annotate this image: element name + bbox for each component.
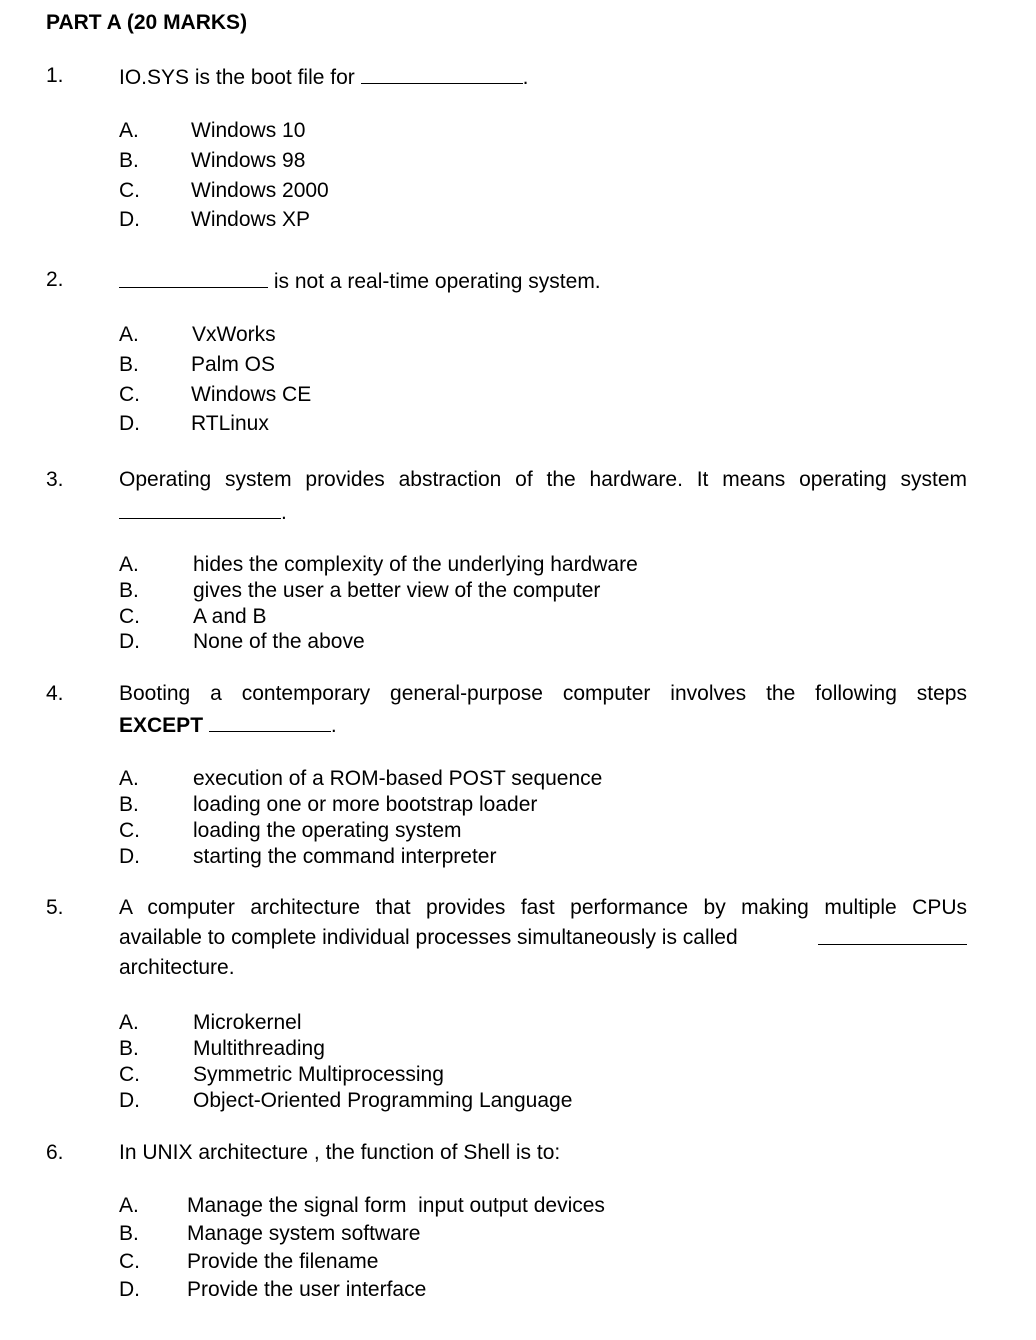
- question-5-line-3: architecture.: [119, 956, 235, 979]
- question-6-number: 6.: [46, 1141, 64, 1164]
- q4-option-a-letter: A.: [119, 767, 139, 790]
- q2-option-d-text: RTLinux: [191, 412, 269, 435]
- q4-option-c-letter: C.: [119, 819, 140, 842]
- question-3-number: 3.: [46, 468, 64, 491]
- question-4-number: 4.: [46, 682, 64, 705]
- q6-option-b-letter: B.: [119, 1222, 139, 1245]
- question-1-period: .: [522, 66, 529, 89]
- question-4-blank: [209, 713, 331, 732]
- q4-option-d-letter: D.: [119, 845, 140, 868]
- q3-option-d-letter: D.: [119, 630, 140, 653]
- q4-option-b-letter: B.: [119, 793, 139, 816]
- q2-option-b-text: Palm OS: [191, 353, 276, 376]
- question-2-stem: is not a real-time operating system.: [273, 270, 601, 293]
- question-3-line-2: [119, 500, 287, 523]
- question-2-text: [119, 269, 601, 292]
- q1-option-a-text: Windows 10: [191, 119, 306, 142]
- q1-option-c-text: Windows 2000: [191, 179, 329, 202]
- question-1-blank: [361, 65, 523, 84]
- q5-option-d-letter: D.: [119, 1089, 140, 1112]
- q2-option-a-letter: A.: [119, 323, 139, 346]
- q1-option-a-letter: A.: [119, 119, 139, 142]
- q2-option-d-letter: D.: [119, 412, 140, 435]
- q4-option-c-text: loading the operating system: [193, 819, 462, 842]
- q6-option-c-text: Provide the filename: [187, 1250, 379, 1273]
- q5-option-c-text: Symmetric Multiprocessing: [193, 1063, 444, 1086]
- q5-option-a-text: Microkernel: [193, 1011, 302, 1034]
- section-heading: PART A (20 MARKS): [46, 11, 248, 34]
- question-2-number: 2.: [46, 268, 64, 291]
- q4-option-d-text: starting the command interpreter: [193, 845, 497, 868]
- q3-option-b-letter: B.: [119, 579, 139, 602]
- q2-option-c-text: Windows CE: [191, 383, 312, 406]
- q1-option-b-letter: B.: [119, 149, 139, 172]
- question-1-number: 1.: [46, 64, 64, 87]
- question-4-line-2: [119, 713, 337, 736]
- q3-option-b-text: gives the user a better view of the computer: [193, 579, 601, 602]
- q5-option-d-text: Object-Oriented Programming Language: [193, 1089, 573, 1112]
- q3-option-c-letter: C.: [119, 605, 140, 628]
- question-1-stem: IO.SYS is the boot file for: [119, 66, 355, 89]
- q5-option-b-letter: B.: [119, 1037, 139, 1060]
- q2-option-a-text: VxWorks: [192, 323, 276, 346]
- q6-option-c-letter: C.: [119, 1250, 140, 1273]
- q1-option-d-letter: D.: [119, 208, 140, 231]
- q6-option-d-letter: D.: [119, 1278, 140, 1301]
- q6-option-a-text: Manage the signal form input output devices: [187, 1194, 605, 1217]
- q6-option-b-text: Manage system software: [187, 1222, 421, 1245]
- question-5-number: 5.: [46, 896, 64, 919]
- question-1-text: [119, 65, 528, 88]
- question-6-text: In UNIX architecture , the function of Shell is to:: [119, 1141, 561, 1164]
- q2-option-b-letter: B.: [119, 353, 139, 376]
- q3-option-a-text: hides the complexity of the underlying hardware: [193, 553, 638, 576]
- question-5-line-2: available to complete individual processes simultaneously is called: [119, 926, 738, 949]
- question-3-blank: [119, 500, 281, 519]
- question-3-line-1: Operating system provides abstraction of the hardware. It means operating system: [119, 468, 967, 491]
- q3-option-c-text: A and B: [193, 605, 267, 628]
- q2-option-c-letter: C.: [119, 383, 140, 406]
- q1-option-b-text: Windows 98: [191, 149, 306, 172]
- q1-option-d-text: Windows XP: [191, 208, 311, 231]
- question-4-line-1: Booting a contemporary general-purpose computer involves the following steps: [119, 682, 967, 705]
- q5-option-c-letter: C.: [119, 1063, 140, 1086]
- q4-option-b-text: loading one or more bootstrap loader: [193, 793, 538, 816]
- q3-option-a-letter: A.: [119, 553, 139, 576]
- question-2-blank: [119, 269, 268, 288]
- q6-option-a-letter: A.: [119, 1194, 139, 1217]
- question-3-period: .: [281, 501, 287, 524]
- q1-option-c-letter: C.: [119, 179, 140, 202]
- question-5-line-1: A computer architecture that provides fast performance by making multiple CPUs: [119, 896, 967, 919]
- q5-option-b-text: Multithreading: [193, 1037, 325, 1060]
- q3-option-d-text: None of the above: [193, 630, 365, 653]
- q5-option-a-letter: A.: [119, 1011, 139, 1034]
- q6-option-d-text: Provide the user interface: [187, 1278, 427, 1301]
- q4-option-a-text: execution of a ROM-based POST sequence: [193, 767, 603, 790]
- question-4-period: .: [330, 714, 337, 737]
- question-5-blank: [818, 944, 967, 945]
- question-4-except-keyword: EXCEPT: [119, 714, 204, 737]
